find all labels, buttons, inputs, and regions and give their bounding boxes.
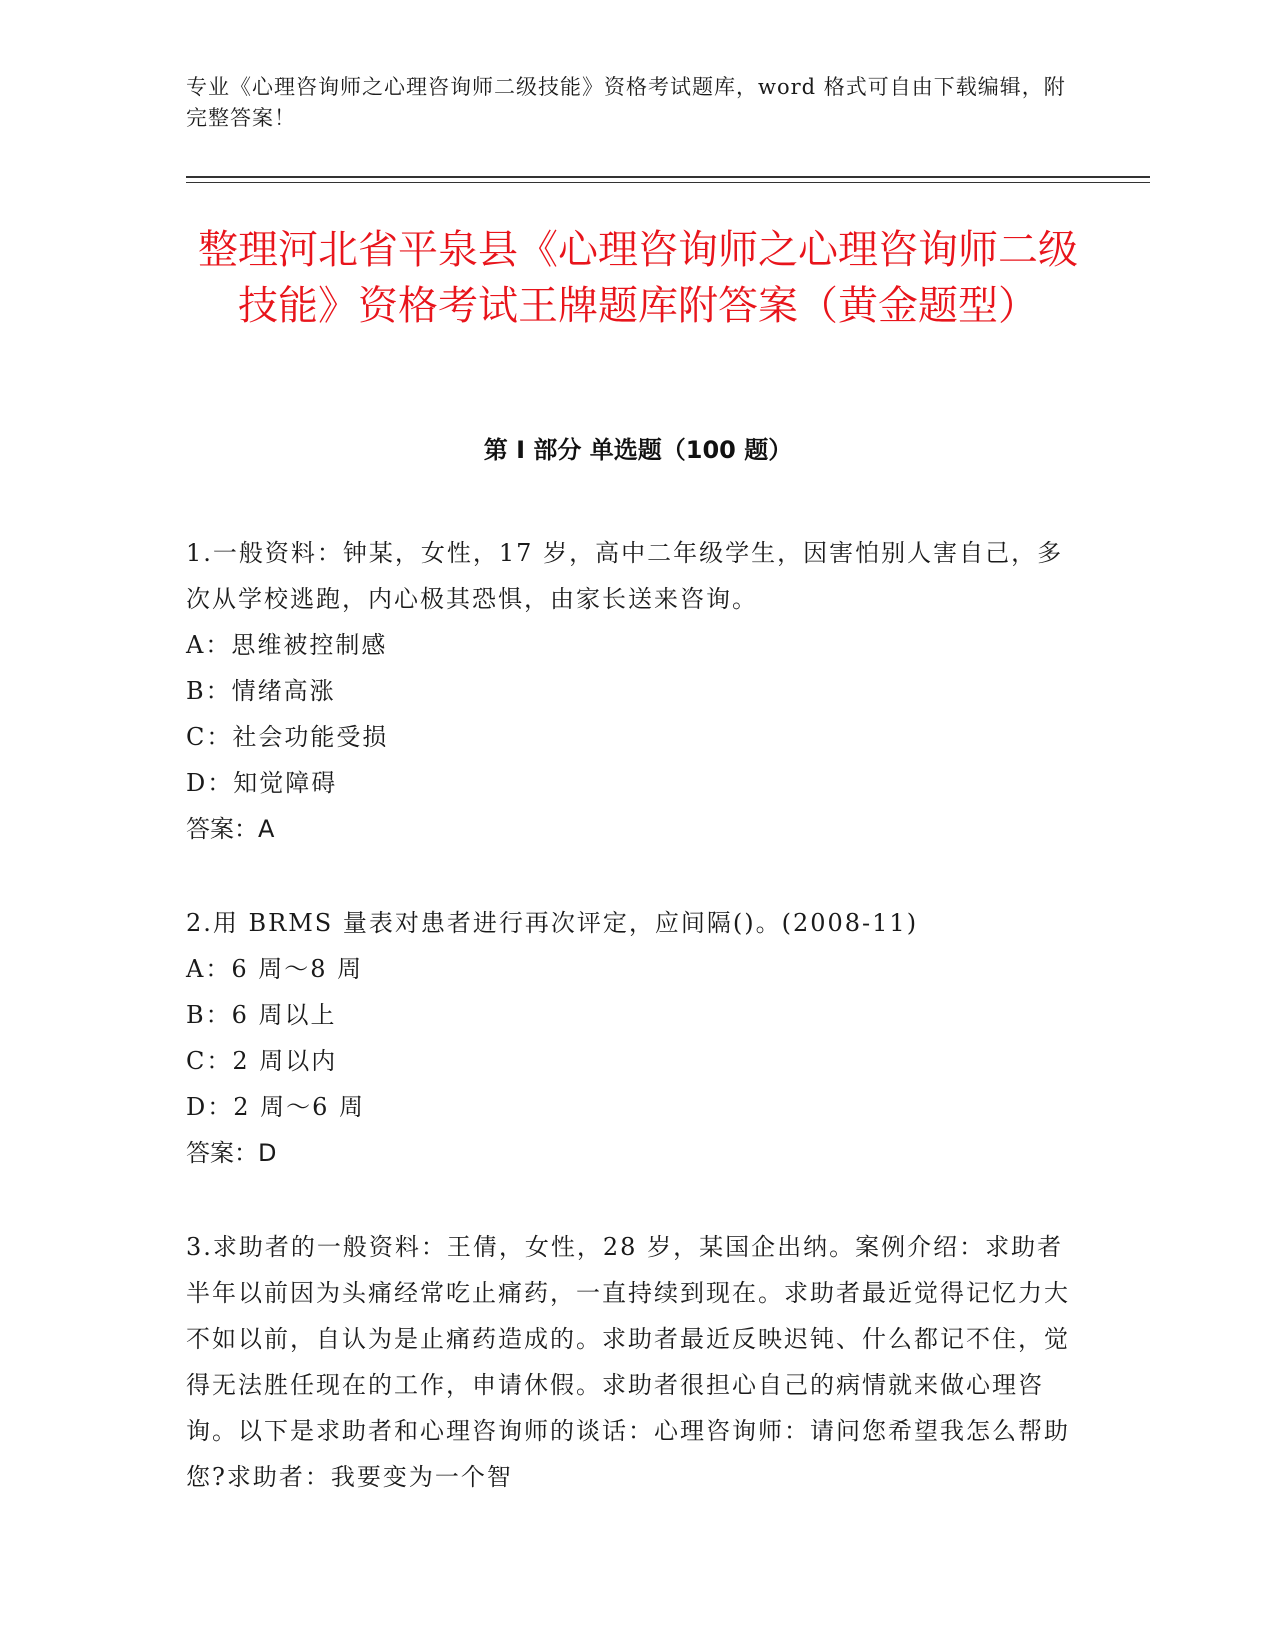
question-option: B：6 周以上 — [186, 1001, 337, 1029]
question-option: C：2 周以内 — [186, 1047, 338, 1075]
question-answer: 答案：D — [186, 1139, 277, 1167]
question-option: B：情绪高涨 — [186, 677, 336, 705]
header-divider-thin — [186, 182, 1150, 183]
question-option: C：社会功能受损 — [186, 723, 389, 751]
question-option: D：2 周～6 周 — [186, 1093, 366, 1121]
question-option: A：思维被控制感 — [186, 631, 388, 659]
document-title: 整理河北省平泉县《心理咨询师之心理咨询师二级技能》资格考试王牌题库附答案（黄金题型） — [198, 227, 1078, 329]
question-stem: 3.求助者的一般资料：王倩，女性，28 岁，某国企出纳。案例介绍：求助者半年以前因为头痛经常吃止痛药，一直持续到现在。求助者最近觉得记忆力大不如以前，自认为是止痛药造成的。求助者最近反映迟钝、什么都记不住，觉得无法胜任现在的工作，申请休假。求助者很担心自己的病情就来做心理咨询。以下是求助者和心理咨询师的谈话：心理咨询师：请问您希望我怎么帮助您?求助者：我要变为一个智 — [186, 1233, 1070, 1491]
question-option: D：知觉障碍 — [186, 769, 338, 797]
question-item — [186, 1224, 1078, 1500]
section-title: 第 I 部分 单选题（100 题） — [483, 436, 793, 464]
question-stem: 2.用 BRMS 量表对患者进行再次评定，应间隔()。(2008-11) — [186, 909, 919, 937]
question-option: A：6 周～8 周 — [186, 955, 364, 983]
header-note: 专业《心理咨询师之心理咨询师二级技能》资格考试题库，word 格式可自由下载编辑，附完整答案！ — [186, 75, 1066, 130]
question-list — [186, 530, 1078, 1548]
question-item — [186, 530, 1078, 852]
header-divider-thick — [186, 176, 1150, 178]
question-answer: 答案：A — [186, 815, 275, 843]
question-item — [186, 900, 1078, 1176]
question-stem: 1.一般资料：钟某，女性，17 岁，高中二年级学生，因害怕别人害自己，多次从学校逃跑，内心极其恐惧，由家长送来咨询。 — [186, 539, 1064, 613]
